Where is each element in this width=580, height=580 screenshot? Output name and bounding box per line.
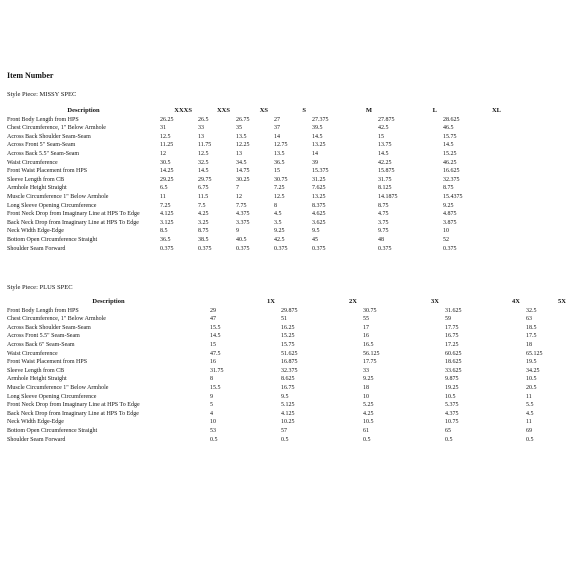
measurement-value: 0.375 [198, 245, 212, 252]
measurement-value: 32.5 [198, 159, 209, 166]
measurement-value: 10.5 [363, 419, 374, 426]
measurement-value: 33.625 [445, 367, 462, 374]
table-row [7, 184, 507, 193]
measurement-description: Front Neck Drop from Imaginary Line at HPS To Edge [7, 402, 140, 409]
plus-style-label: Style Piece: PLUS SPEC [7, 284, 73, 291]
measurement-value: 35 [236, 125, 242, 132]
measurement-value: 11 [526, 393, 532, 400]
measurement-value: 29 [210, 307, 216, 314]
measurement-value: 0.5 [363, 436, 371, 443]
measurement-value: 4.75 [378, 211, 389, 218]
table-row [7, 227, 507, 236]
measurement-value: 8.375 [312, 202, 326, 209]
measurement-description: Across Back Shoulder Seam-Seam [7, 133, 91, 140]
measurement-value: 16.25 [281, 324, 295, 331]
measurement-value: 39.5 [312, 125, 323, 132]
measurement-value: 59 [445, 316, 451, 323]
measurement-value: 7.25 [274, 185, 285, 192]
measurement-description: Across Front 5" Seam-Seam [7, 142, 76, 149]
table-row [7, 116, 507, 125]
measurement-value: 9.25 [274, 228, 285, 235]
measurement-value: 37 [274, 125, 280, 132]
table-row [7, 307, 572, 316]
measurement-description: Sleeve Length from CB [7, 367, 65, 374]
measurement-value: 17.5 [526, 333, 537, 340]
measurement-value: 36.5 [160, 236, 171, 243]
measurement-description: Back Neck Drop from Imaginary Line at HPS To Edge [7, 219, 139, 226]
measurement-description: Neck Width Edge-Edge [7, 419, 64, 426]
measurement-value: 28.625 [443, 116, 460, 123]
measurement-value: 4.5 [274, 211, 282, 218]
measurement-description: Back Neck Drop from Imaginary Line at HPS To Edge [7, 410, 139, 417]
measurement-value: 63 [526, 316, 532, 323]
measurement-description: Muscle Circumference 1" Below Armhole [7, 384, 109, 391]
missy-size-header-m: M [365, 107, 372, 114]
table-row [7, 350, 572, 359]
measurement-value: 13.5 [274, 150, 285, 157]
measurement-value: 14 [274, 133, 280, 140]
plus-size-header-3x: 3X [431, 298, 439, 305]
table-row [7, 124, 507, 133]
measurement-value: 53 [210, 427, 216, 434]
measurement-value: 69 [526, 427, 532, 434]
measurement-value: 4.375 [236, 211, 250, 218]
measurement-value: 5.5 [526, 402, 534, 409]
measurement-value: 11.25 [160, 142, 174, 149]
table-row [7, 202, 507, 211]
table-row [7, 133, 507, 142]
measurement-value: 30.25 [236, 176, 250, 183]
measurement-value: 16.5 [363, 341, 374, 348]
measurement-value: 9 [236, 228, 239, 235]
plus-size-header-2x: 2X [349, 298, 357, 305]
measurement-value: 3.125 [160, 219, 174, 226]
measurement-description: Shoulder Seam Forward [7, 245, 66, 252]
measurement-value: 39 [312, 159, 318, 166]
measurement-value: 17.25 [445, 341, 459, 348]
measurement-description: Chest Circumference, 1" Below Armhole [7, 316, 106, 323]
measurement-value: 57 [281, 427, 287, 434]
plus-table-body [7, 307, 572, 445]
measurement-value: 14.5 [198, 168, 209, 175]
measurement-value: 0.375 [236, 245, 250, 252]
plus-description-header: Description [92, 298, 125, 305]
measurement-value: 55 [363, 316, 369, 323]
measurement-description: Chest Circumference, 1" Below Armhole [7, 125, 106, 132]
measurement-value: 31 [160, 125, 166, 132]
measurement-value: 16.875 [281, 359, 298, 366]
measurement-value: 4.125 [160, 211, 174, 218]
plus-spec-table [7, 298, 572, 444]
table-row [7, 141, 507, 150]
table-row [7, 427, 572, 436]
measurement-value: 4.875 [443, 211, 457, 218]
missy-header-row [7, 107, 507, 116]
table-row [7, 436, 572, 445]
table-row [7, 341, 572, 350]
table-row [7, 150, 507, 159]
table-row [7, 384, 572, 393]
measurement-value: 12 [160, 150, 166, 157]
measurement-value: 15.4375 [443, 193, 463, 200]
measurement-value: 47.5 [210, 350, 221, 357]
measurement-value: 12.5 [274, 193, 285, 200]
table-row [7, 167, 507, 176]
measurement-value: 47 [210, 316, 216, 323]
table-row [7, 358, 572, 367]
measurement-description: Neck Width Edge-Edge [7, 228, 64, 235]
measurement-value: 32.375 [281, 367, 298, 374]
measurement-value: 15.25 [443, 150, 457, 157]
measurement-description: Waist Circumference [7, 350, 58, 357]
plus-size-header-1x: 1X [267, 298, 275, 305]
measurement-value: 61 [363, 427, 369, 434]
measurement-value: 0.375 [378, 245, 392, 252]
measurement-value: 14.25 [160, 168, 174, 175]
measurement-value: 7.75 [236, 202, 247, 209]
measurement-description: Front Neck Drop from Imaginary Line at HPS To Edge [7, 211, 140, 218]
measurement-value: 29.875 [281, 307, 298, 314]
measurement-value: 13.25 [312, 142, 326, 149]
measurement-description: Muscle Circumference 1" Below Armhole [7, 193, 109, 200]
measurement-value: 15.5 [210, 384, 221, 391]
measurement-value: 14 [312, 150, 318, 157]
measurement-description: Front Body Length from HPS [7, 307, 79, 314]
measurement-value: 26.75 [236, 116, 250, 123]
measurement-value: 15 [274, 168, 280, 175]
table-row [7, 193, 507, 202]
measurement-value: 8.125 [378, 185, 392, 192]
measurement-description: Across Back 5.5" Seam-Seam [7, 150, 80, 157]
measurement-description: Long Sleeve Opening Circumference [7, 393, 97, 400]
measurement-value: 42.5 [378, 125, 389, 132]
measurement-value: 16.75 [445, 333, 459, 340]
measurement-value: 3.375 [236, 219, 250, 226]
measurement-value: 60.625 [445, 350, 462, 357]
measurement-value: 3.625 [312, 219, 326, 226]
missy-table-body [7, 116, 507, 254]
plus-header-row [7, 298, 572, 307]
measurement-value: 15.25 [281, 333, 295, 340]
measurement-value: 3.875 [443, 219, 457, 226]
measurement-value: 3.5 [274, 219, 282, 226]
measurement-value: 7.25 [160, 202, 171, 209]
measurement-value: 3.25 [198, 219, 209, 226]
measurement-description: Armhole Height Straight [7, 185, 67, 192]
measurement-value: 14.5 [312, 133, 323, 140]
measurement-value: 12.5 [160, 133, 171, 140]
measurement-value: 27 [274, 116, 280, 123]
table-row [7, 245, 507, 254]
measurement-value: 30.75 [363, 307, 377, 314]
measurement-value: 48 [378, 236, 384, 243]
measurement-value: 0.5 [210, 436, 218, 443]
measurement-value: 12.75 [274, 142, 288, 149]
plus-size-header-5x: 5X [558, 298, 566, 305]
measurement-value: 33 [363, 367, 369, 374]
measurement-value: 8 [210, 376, 213, 383]
measurement-value: 4.5 [526, 410, 534, 417]
missy-size-header-xxxs: XXXS [174, 107, 192, 114]
measurement-description: Across Front 5.5" Seam-Seam [7, 333, 80, 340]
table-row [7, 418, 572, 427]
table-row [7, 375, 572, 384]
measurement-value: 15.75 [443, 133, 457, 140]
measurement-value: 9 [210, 393, 213, 400]
measurement-value: 46.25 [443, 159, 457, 166]
measurement-value: 52 [443, 236, 449, 243]
measurement-value: 17.75 [445, 324, 459, 331]
measurement-value: 10 [210, 419, 216, 426]
measurement-value: 27.375 [312, 116, 329, 123]
measurement-value: 14.5 [443, 142, 454, 149]
measurement-value: 19.5 [526, 359, 537, 366]
measurement-value: 29.25 [160, 176, 174, 183]
table-row [7, 236, 507, 245]
measurement-value: 15.375 [312, 168, 329, 175]
missy-size-header-xs: XS [259, 107, 268, 114]
measurement-value: 18 [526, 341, 532, 348]
missy-size-header-xxs: XXS [216, 107, 230, 114]
measurement-value: 12.25 [236, 142, 250, 149]
measurement-description: Bottom Open Circumference Straight [7, 427, 98, 434]
measurement-value: 7.5 [198, 202, 206, 209]
measurement-value: 0.375 [160, 245, 174, 252]
measurement-description: Armhole Height Straight [7, 376, 67, 383]
measurement-value: 11 [526, 419, 532, 426]
table-row [7, 410, 572, 419]
measurement-value: 14.75 [236, 168, 250, 175]
measurement-value: 14.5 [378, 150, 389, 157]
measurement-value: 4.25 [363, 410, 374, 417]
measurement-value: 15.75 [281, 341, 295, 348]
measurement-value: 26.5 [198, 116, 209, 123]
plus-size-header-4x: 4X [512, 298, 520, 305]
measurement-value: 10.25 [281, 419, 295, 426]
measurement-value: 46.5 [443, 125, 454, 132]
measurement-value: 42.5 [274, 236, 285, 243]
measurement-value: 8.75 [198, 228, 209, 235]
measurement-value: 0.375 [443, 245, 457, 252]
measurement-value: 18.5 [526, 324, 537, 331]
measurement-value: 4.25 [198, 211, 209, 218]
measurement-value: 16.625 [443, 168, 460, 175]
measurement-value: 45 [312, 236, 318, 243]
measurement-value: 31.625 [445, 307, 462, 314]
missy-style-label: Style Piece: MISSY SPEC [7, 91, 77, 98]
measurement-description: Long Sleeve Opening Circumference [7, 202, 97, 209]
measurement-value: 4 [210, 410, 213, 417]
measurement-value: 7.625 [312, 185, 326, 192]
measurement-value: 14.1875 [378, 193, 398, 200]
table-row [7, 367, 572, 376]
table-row [7, 332, 572, 341]
measurement-value: 17 [363, 324, 369, 331]
missy-description-header: Description [67, 107, 100, 114]
measurement-value: 4.375 [445, 410, 459, 417]
measurement-description: Front Waist Placement from HPS [7, 359, 88, 366]
measurement-value: 13 [198, 133, 204, 140]
measurement-value: 10 [363, 393, 369, 400]
measurement-description: Front Waist Placement from HPS [7, 168, 88, 175]
measurement-value: 9.5 [312, 228, 320, 235]
measurement-value: 5 [210, 402, 213, 409]
measurement-value: 6.75 [198, 185, 209, 192]
measurement-value: 11.75 [198, 142, 212, 149]
measurement-value: 8.625 [281, 376, 295, 383]
measurement-value: 0.375 [312, 245, 326, 252]
measurement-value: 26.25 [160, 116, 174, 123]
measurement-value: 10 [443, 228, 449, 235]
measurement-description: Across Back Shoulder Seam-Seam [7, 324, 91, 331]
measurement-description: Waist Circumference [7, 159, 58, 166]
measurement-value: 0.5 [281, 436, 289, 443]
measurement-value: 3.75 [378, 219, 389, 226]
item-number-heading: Item Number [7, 71, 54, 80]
measurement-value: 15.875 [378, 168, 395, 175]
measurement-value: 10.5 [526, 376, 537, 383]
measurement-value: 12.5 [198, 150, 209, 157]
missy-size-header-l: L [432, 107, 437, 114]
measurement-value: 34.5 [236, 159, 247, 166]
measurement-value: 13.5 [236, 133, 247, 140]
measurement-value: 17.75 [363, 359, 377, 366]
table-row [7, 210, 507, 219]
measurement-value: 0.375 [274, 245, 288, 252]
measurement-value: 9.25 [363, 376, 374, 383]
measurement-value: 16 [210, 359, 216, 366]
measurement-value: 8.75 [378, 202, 389, 209]
measurement-value: 0.5 [526, 436, 534, 443]
table-row [7, 324, 572, 333]
measurement-value: 29.75 [198, 176, 212, 183]
measurement-value: 30.75 [274, 176, 288, 183]
measurement-value: 32.5 [526, 307, 537, 314]
measurement-value: 31.25 [312, 176, 326, 183]
measurement-value: 7 [236, 185, 239, 192]
measurement-value: 65 [445, 427, 451, 434]
measurement-value: 8.75 [443, 185, 454, 192]
measurement-value: 38.5 [198, 236, 209, 243]
measurement-description: Shoulder Seam Forward [7, 436, 66, 443]
measurement-value: 15.5 [210, 324, 221, 331]
measurement-value: 8.5 [160, 228, 168, 235]
measurement-value: 30.5 [160, 159, 171, 166]
measurement-value: 27.875 [378, 116, 395, 123]
measurement-value: 18 [363, 384, 369, 391]
measurement-value: 40.5 [236, 236, 247, 243]
measurement-value: 4.625 [312, 211, 326, 218]
measurement-value: 12 [236, 193, 242, 200]
measurement-value: 13.25 [312, 193, 326, 200]
missy-size-header-s: S [302, 107, 306, 114]
measurement-value: 32.375 [443, 176, 460, 183]
measurement-value: 8 [274, 202, 277, 209]
measurement-description: Sleeve Length from CB [7, 176, 65, 183]
measurement-value: 13.75 [378, 142, 392, 149]
measurement-value: 9.25 [443, 202, 454, 209]
measurement-value: 16 [363, 333, 369, 340]
measurement-description: Across Back 6" Seam-Seam [7, 341, 75, 348]
table-row [7, 401, 572, 410]
measurement-value: 34.25 [526, 367, 540, 374]
measurement-value: 42.25 [378, 159, 392, 166]
measurement-value: 15 [210, 341, 216, 348]
measurement-description: Bottom Open Circumference Straight [7, 236, 98, 243]
measurement-value: 16.75 [281, 384, 295, 391]
measurement-value: 9.5 [281, 393, 289, 400]
measurement-value: 51.625 [281, 350, 298, 357]
measurement-value: 10.5 [445, 393, 456, 400]
measurement-value: 14.5 [210, 333, 221, 340]
missy-size-header-xl: XL [491, 107, 501, 114]
measurement-value: 31.75 [378, 176, 392, 183]
measurement-value: 31.75 [210, 367, 224, 374]
table-row [7, 315, 572, 324]
table-row [7, 159, 507, 168]
measurement-value: 5.25 [363, 402, 374, 409]
measurement-value: 65.125 [526, 350, 543, 357]
measurement-description: Front Body Length from HPS [7, 116, 79, 123]
measurement-value: 11 [160, 193, 166, 200]
table-row [7, 219, 507, 228]
measurement-value: 51 [281, 316, 287, 323]
measurement-value: 56.125 [363, 350, 380, 357]
measurement-value: 0.5 [445, 436, 453, 443]
table-row [7, 393, 572, 402]
measurement-value: 19.25 [445, 384, 459, 391]
measurement-value: 9.75 [378, 228, 389, 235]
measurement-value: 4.125 [281, 410, 295, 417]
measurement-value: 18.625 [445, 359, 462, 366]
measurement-value: 9.875 [445, 376, 459, 383]
measurement-value: 11.5 [198, 193, 209, 200]
measurement-value: 33 [198, 125, 204, 132]
measurement-value: 20.5 [526, 384, 537, 391]
measurement-value: 6.5 [160, 185, 168, 192]
table-row [7, 176, 507, 185]
measurement-value: 5.125 [281, 402, 295, 409]
measurement-value: 13 [236, 150, 242, 157]
measurement-value: 10.75 [445, 419, 459, 426]
measurement-value: 36.5 [274, 159, 285, 166]
measurement-value: 5.375 [445, 402, 459, 409]
missy-spec-table [7, 107, 507, 253]
measurement-value: 15 [378, 133, 384, 140]
